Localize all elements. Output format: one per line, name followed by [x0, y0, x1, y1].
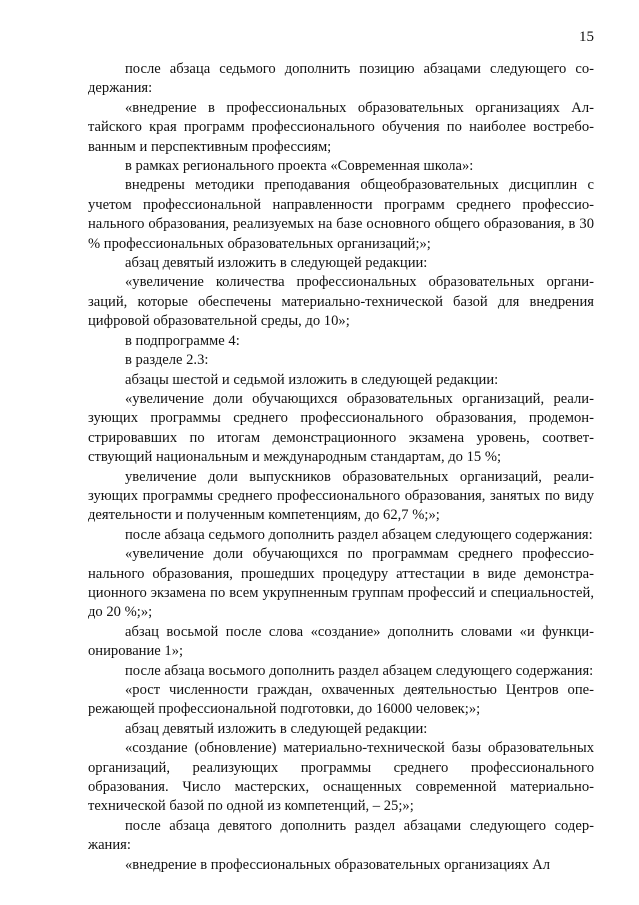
paragraph: «увеличение доли обучающихся по программам среднего профессионального образования, прошедших процедуру аттестации в виде демонстрационного экзамена по всем укрупненным группам профессий и специальностей, до 20 %;»;: [88, 546, 594, 621]
paragraph: после абзаца восьмого дополнить раздел абзацем следующего содержания:: [125, 662, 594, 679]
paragraph: в подпрограмме 4:: [125, 332, 240, 349]
paragraph: «увеличение количества профессиональных образовательных организаций, которые обеспечены материально-технической базой для внедрения цифровой образовательной среды, до 10»;: [88, 274, 594, 330]
paragraph: «создание (обновление) материально-технической базы образовательных организаций, реализующих программы среднего профессионального образования. Число мастерских, оснащенных современной материально-технической базой по одной из компетенций, – 25;»;: [88, 740, 594, 815]
paragraph: «внедрение в профессиональных образовательных организациях Ал: [125, 856, 551, 873]
paragraph: после абзаца седьмого дополнить раздел абзацем следующего содержания:: [125, 526, 593, 543]
paragraph: в разделе 2.3:: [125, 352, 209, 369]
paragraph: абзац восьмой после слова «создание» дополнить словами «и функционирование 1»;: [88, 623, 594, 660]
paragraph: увеличение доли выпускников образовательных организаций, реализующих программы среднего профессионального образования, занятых по виду деятельности и полученным компетенциям, до 62,7 %;»;: [88, 468, 594, 524]
paragraph: внедрены методики преподавания общеобразовательных дисциплин с учетом профессиональной направленности программ среднего профессионального образования, реализуемых на базе основного общего образования, в 30 % профессиональных образовательных организаций;»;: [88, 177, 594, 252]
document-body: [88, 60, 594, 875]
paragraph: «внедрение в профессиональных образовательных организациях Алтайского края программ профессионального обучения по наиболее востребованным и перспективным профессиям;: [88, 99, 594, 155]
paragraph: «рост численности граждан, охваченных деятельностью Центров опережающей профессиональной подготовки, до 16000 человек;»;: [88, 682, 594, 718]
paragraph: после абзаца седьмого дополнить позицию абзацами следующего содержания:: [88, 61, 594, 97]
paragraph: абзацы шестой и седьмой изложить в следующей редакции:: [125, 371, 499, 388]
paragraph: абзац девятый изложить в следующей редакции:: [125, 720, 428, 737]
paragraph: в рамках регионального проекта «Современная школа»:: [125, 158, 474, 175]
paragraph: после абзаца девятого дополнить раздел абзацами следующего содержания:: [88, 817, 594, 854]
paragraph: «увеличение доли обучающихся образовательных организаций, реализующих программы среднего профессионального образования, продемонстрировавших по итогам демонстрационного экзамена уровень, соответствующий национальным и международным стандартам, до 15 %;: [88, 390, 594, 466]
page-number: 15: [579, 29, 594, 45]
paragraph: абзац девятый изложить в следующей редакции:: [125, 255, 428, 272]
